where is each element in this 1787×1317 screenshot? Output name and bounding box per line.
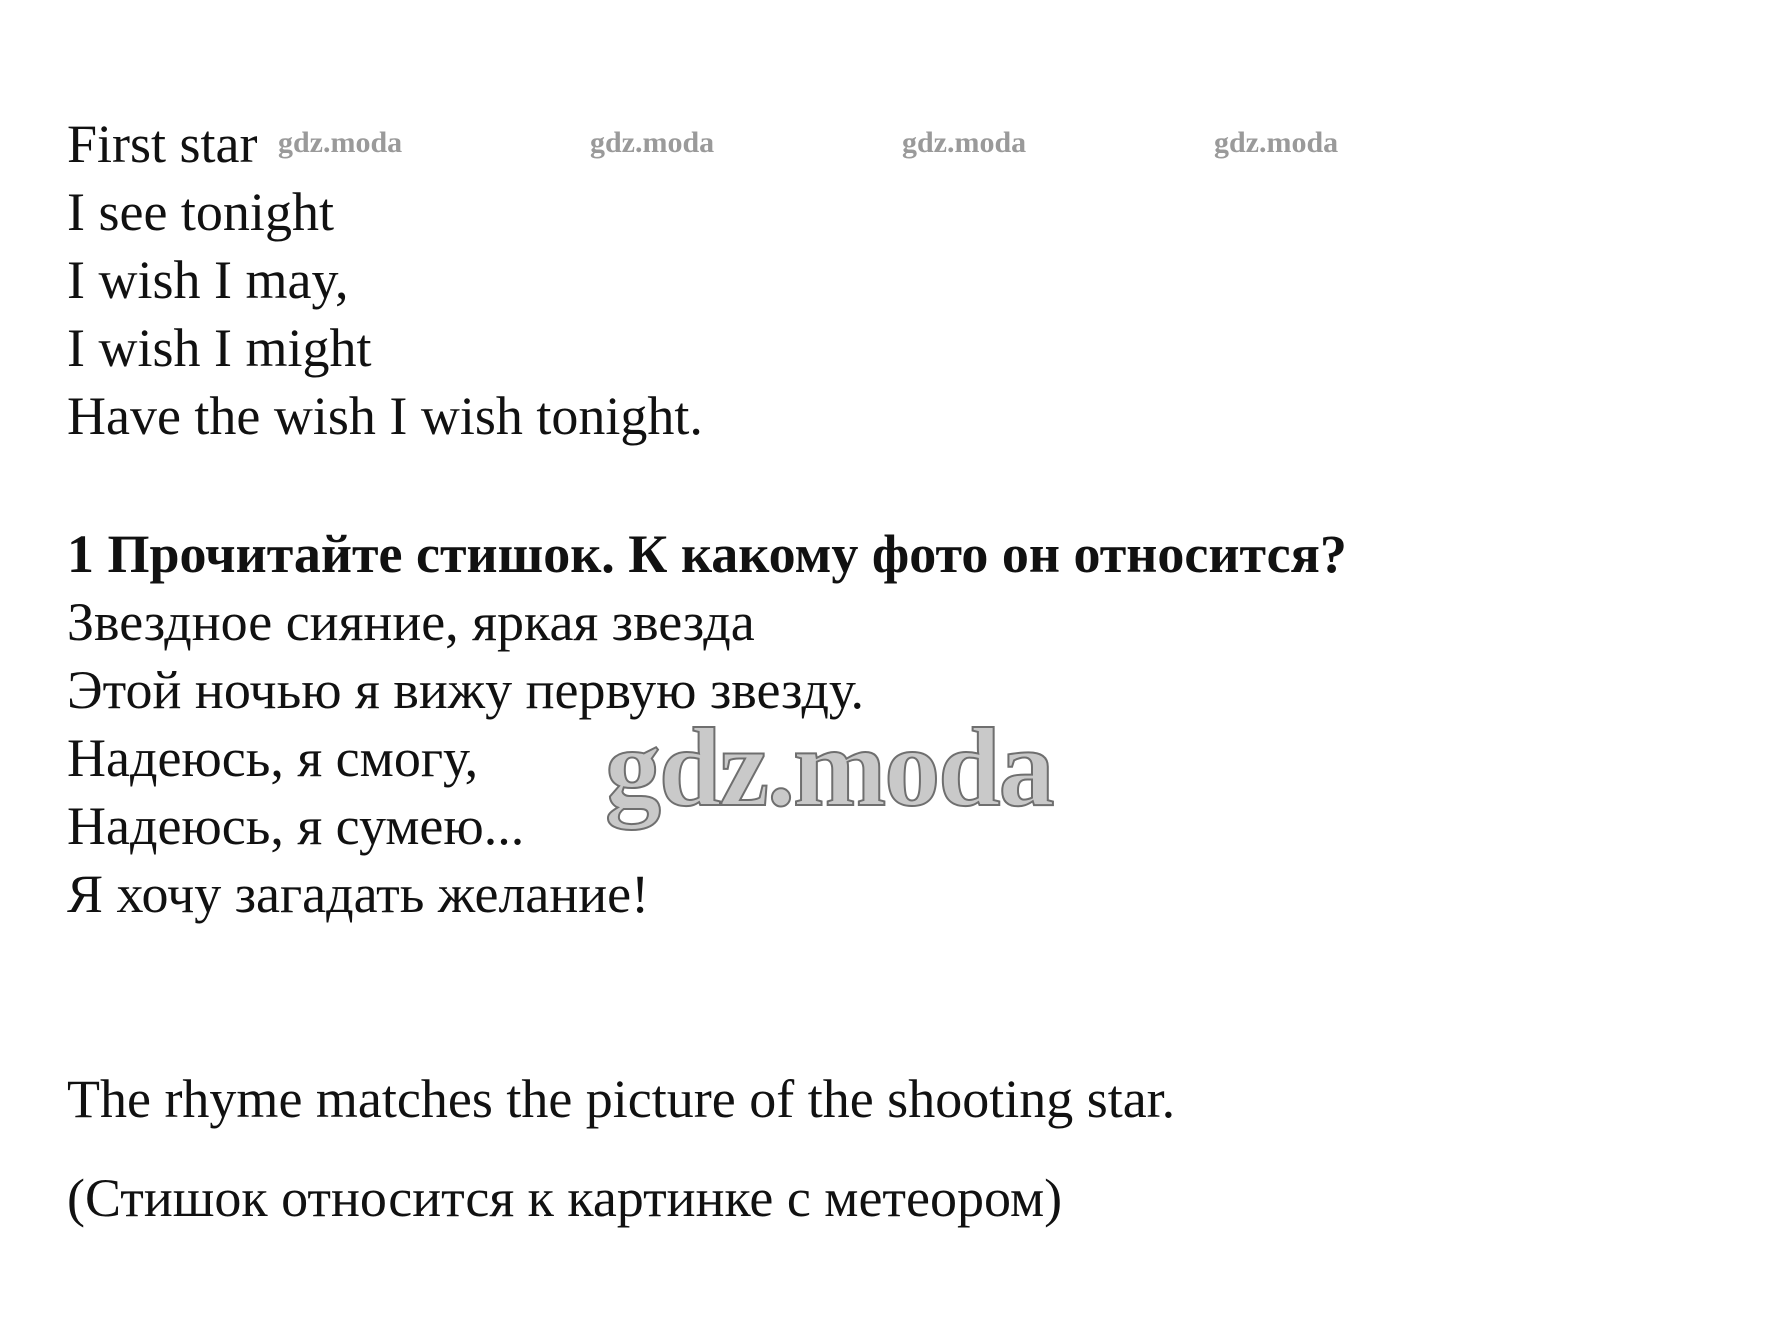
poem-ru-line-1: Звездное сияние, яркая звезда [67,592,755,652]
poem-en-line-1: First star [67,114,258,174]
poem-en-line-4: I wish I might [67,318,372,378]
poem-en-line-3: I wish I may, [67,250,349,310]
answer-en: The rhyme matches the picture of the shooting star. [67,1069,1176,1129]
watermark-large: gdz.moda [605,706,1053,830]
watermark-small-3: gdz.moda [902,126,1027,159]
poem-ru-line-5: Я хочу загадать желание! [67,864,650,924]
answer-ru: (Стишок относится к картинке с метеором) [67,1168,1063,1228]
watermark-small-4: gdz.moda [1214,126,1339,159]
watermark-small-1: gdz.moda [278,126,403,159]
task-heading: 1 Прочитайте стишок. К какому фото он относится? [67,524,1347,584]
poem-ru-line-2: Этой ночью я вижу первую звезду. [67,660,865,720]
watermark-small-2: gdz.moda [590,126,715,159]
poem-ru-line-4: Надеюсь, я сумею... [67,796,525,856]
poem-en-line-5: Have the wish I wish tonight. [67,386,703,446]
poem-ru-line-3: Надеюсь, я смогу, [67,728,479,788]
poem-en-line-2: I see tonight [67,182,334,242]
